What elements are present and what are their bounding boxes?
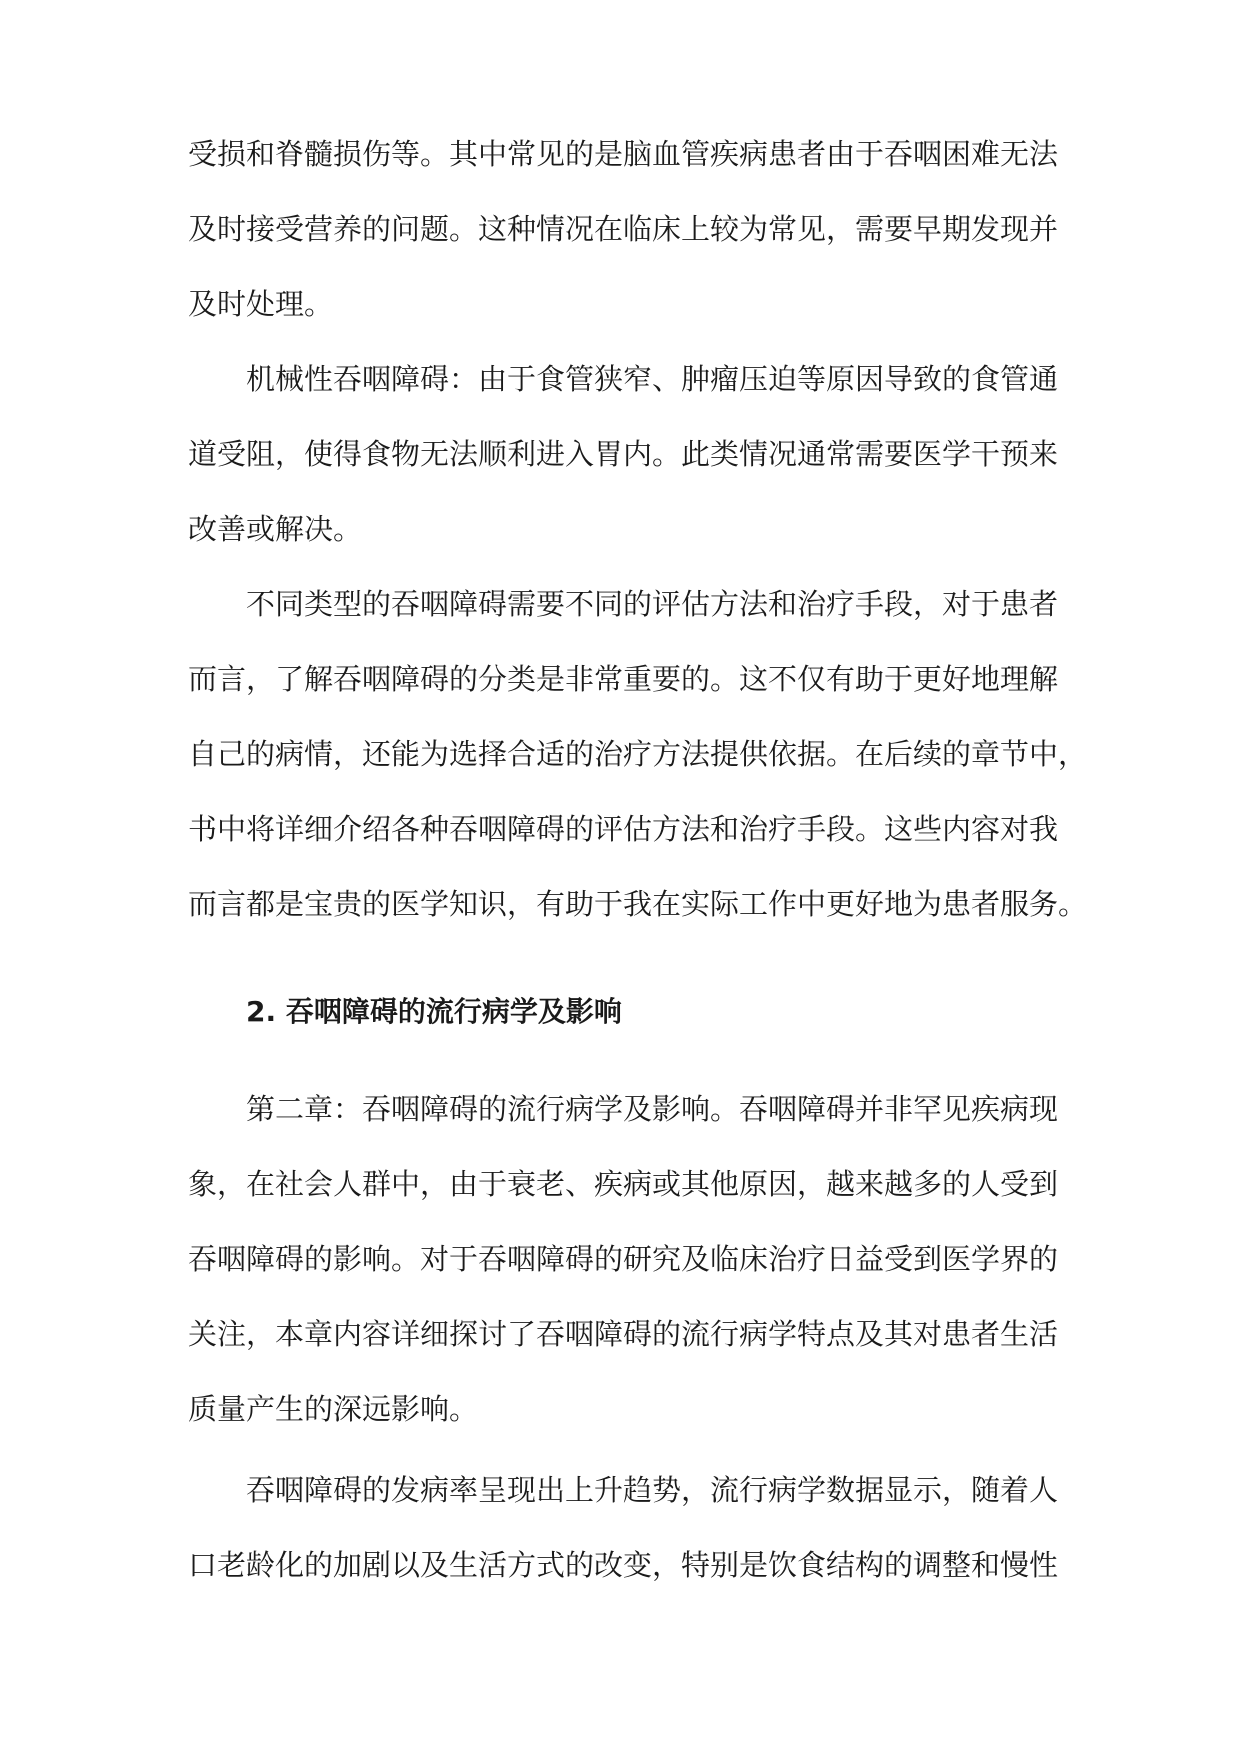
paragraph-4-line-5: 质量产生的深远影响。	[188, 1392, 479, 1426]
paragraph-2-line-3: 改善或解决。	[188, 512, 363, 546]
paragraph-5-line-1: 吞咽障碍的发病率呈现出上升趋势，流行病学数据显示，随着人	[246, 1473, 1059, 1507]
paragraph-1-line-2: 及时接受营养的问题。这种情况在临床上较为常见，需要早期发现并	[188, 212, 1059, 246]
section-heading: 2. 吞咽障碍的流行病学及影响	[246, 995, 622, 1028]
paragraph-4-line-2: 象，在社会人群中，由于衰老、疾病或其他原因，越来越多的人受到	[188, 1167, 1059, 1201]
paragraph-3-line-2: 而言，了解吞咽障碍的分类是非常重要的。这不仅有助于更好地理解	[188, 662, 1059, 696]
paragraph-3-line-4: 书中将详细介绍各种吞咽障碍的评估方法和治疗手段。这些内容对我	[188, 812, 1059, 846]
paragraph-1-line-1: 受损和脊髓损伤等。其中常见的是脑血管疾病患者由于吞咽困难无法	[188, 137, 1059, 171]
paragraph-5-line-2: 口老龄化的加剧以及生活方式的改变，特别是饮食结构的调整和慢性	[188, 1548, 1059, 1582]
paragraph-3-line-3: 自己的病情，还能为选择合适的治疗方法提供依据。在后续的章节中，	[188, 737, 1088, 771]
paragraph-2-line-1: 机械性吞咽障碍：由于食管狭窄、肿瘤压迫等原因导致的食管通	[246, 362, 1059, 396]
paragraph-1-line-3: 及时处理。	[188, 287, 334, 321]
paragraph-3-line-5: 而言都是宝贵的医学知识，有助于我在实际工作中更好地为患者服务。	[188, 887, 1088, 921]
paragraph-4-line-4: 关注，本章内容详细探讨了吞咽障碍的流行病学特点及其对患者生活	[188, 1317, 1059, 1351]
paragraph-3-line-1: 不同类型的吞咽障碍需要不同的评估方法和治疗手段，对于患者	[246, 587, 1059, 621]
paragraph-4-line-3: 吞咽障碍的影响。对于吞咽障碍的研究及临床治疗日益受到医学界的	[188, 1242, 1059, 1276]
paragraph-2-line-2: 道受阻，使得食物无法顺利进入胃内。此类情况通常需要医学干预来	[188, 437, 1059, 471]
paragraph-4-line-1: 第二章：吞咽障碍的流行病学及影响。吞咽障碍并非罕见疾病现	[246, 1092, 1059, 1126]
